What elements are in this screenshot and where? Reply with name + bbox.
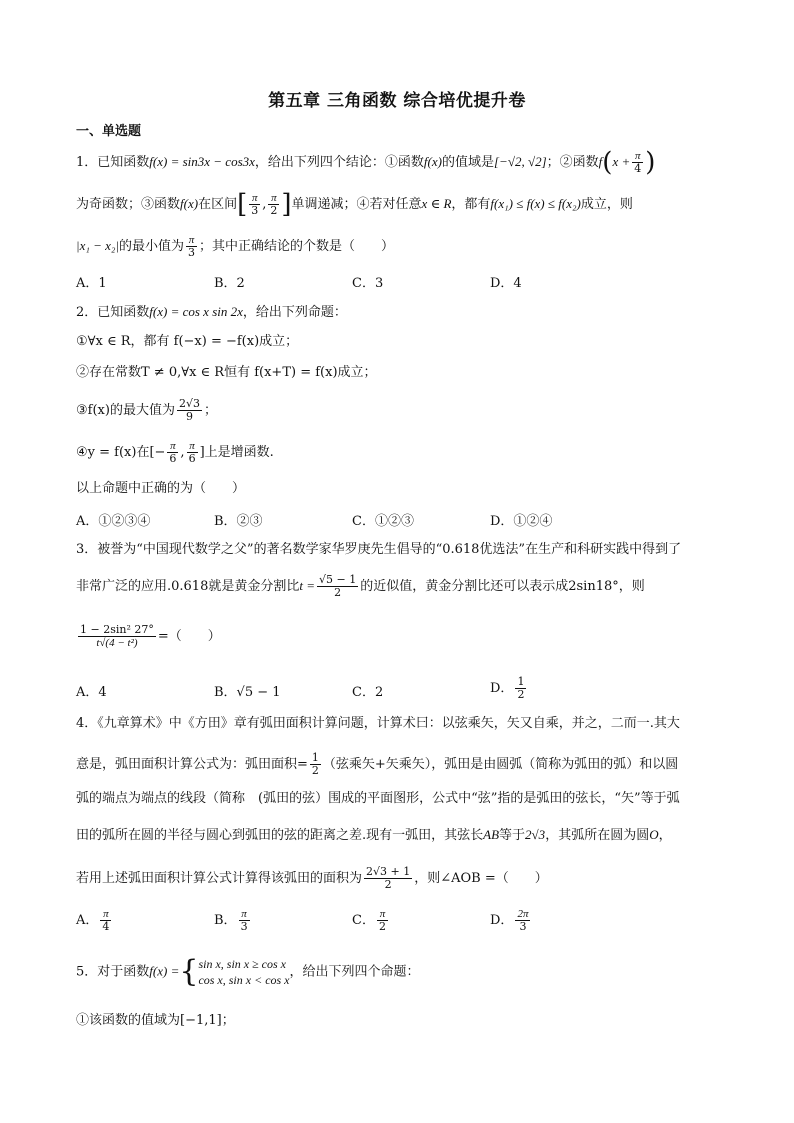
q2-proposition-3 [76,398,726,423]
q4-option-c-label: C． [352,913,375,928]
q1-range: [−√2, √2] [493,154,547,169]
q4-option-a-frac: $\frac{\pi}{4}$ [102,908,110,933]
q3-option-a[interactable]: A．4 [76,685,107,700]
q3-option-d-frac: $\frac{1}{2}$ [517,675,525,701]
q1-xr: x ∈ R [421,196,452,211]
q4-option-d-label: D． [490,913,514,928]
q2-option-c[interactable]: C．①②③ [352,514,414,529]
q1-frac-pi4: $\frac{\pi}{4}$ [634,150,642,175]
q2-frac-lo: $\frac{\pi}{6}$ [169,440,177,465]
q5-cases [198,956,289,988]
q1-line-1: 1．已知函数f(x) = sin3x − cos3x，给出下列四个结论：①函数f(x)的值域是[−√2, √2]；②函数f(x + $\frac{\pi}{4}$ ) [76,147,656,178]
q1-text: ，都有 [451,197,491,212]
q4-ab: AB [483,827,500,842]
q5-fx: f(x) = [149,963,180,979]
q4-text: ，则∠AOB =（ ） [414,871,548,886]
q1-arg: x + [612,154,631,169]
q4-option-a-label: A． [76,913,99,928]
q3-line-3 [76,624,726,649]
q4-frac-area: $\frac{2√3 + 1}{2}$ [366,865,411,891]
q1-text: ；其中正确结论的个数是（ ） [199,239,395,254]
q1-ineq: f(x₁) ≤ f(x) ≤ f(x₂) [490,196,581,211]
section-heading: 一、单选题 [76,124,142,139]
q2-frac-hi: $\frac{\pi}{6}$ [188,440,196,465]
q1-text: 为奇函数；③函数 [76,197,181,212]
q1-option-c[interactable]: C．3 [352,276,384,291]
q1-frac-pi2: $\frac{\pi}{2}$ [270,192,278,217]
q2-proposition-2: ②存在常数T ≠ 0,∀x ∈ R恒有 f(x+T) = f(x)成立； [76,365,377,380]
q3-option-b[interactable]: B．√5 − 1 [214,685,281,700]
q1-f: f [598,154,603,169]
q2-text: 2．已知函数 [76,305,150,320]
q4-text: ，其弧所在圆为圆 [545,828,650,843]
q4-line-3: 弧的端点为端点的线段（简称 (弧田的弦）围成的平面图形，公式中“弦”指的是弧田的弦长，“矢”等于弧 [76,791,680,806]
q1-text: 成立，则 [580,197,633,212]
q1-option-d[interactable]: D．4 [490,276,522,291]
q1-fx: f(x) [180,196,199,211]
q4-option-b-label: B． [214,913,237,928]
q2-function: f(x) = cos x sin 2x [149,304,243,319]
q2-text: ]上是增函数. [199,445,274,460]
q4-frac-half: $\frac{1}{2}$ [311,751,319,777]
q1-text: ，给出下列四个结论：①函数 [254,155,424,170]
q3-text: =（ ） [157,629,221,644]
q1-text: 的值域是 [441,155,494,170]
q1-abs: |x₁ − x₂| [76,238,119,253]
q3-option-d-label: D． [490,681,514,696]
q1-option-b[interactable]: B．2 [214,276,245,291]
q3-text: 非常广泛的应用.0.618就是黄金分割比 [76,579,300,594]
q2-option-a[interactable]: A．①②③④ [76,514,151,529]
q4-option-d[interactable] [490,908,532,933]
q2-text: ； [203,403,217,418]
q2-line-1 [76,303,726,322]
q1-frac-pi3: $\frac{\pi}{3}$ [251,192,259,217]
q4-option-c[interactable] [352,908,390,933]
q2-option-d[interactable]: D．①②④ [490,514,553,529]
q3-text: 的近似值，黄金分割比还可以表示成2sin18°，则 [360,579,645,594]
q4-text: 若用上述弧田面积计算公式计算得该弧田的面积为 [76,871,363,886]
q1-line-3 [76,234,726,259]
q5-proposition-1: ①该函数的值域为[−1,1]； [76,1013,235,1028]
q5-case-1: sin x, sin x ≥ cos x [198,957,287,971]
q1-line-2: 为奇函数；③函数f(x)在区间[ $\frac{\pi}{3}$ , $\frac{\pi}{2}$ ]单调递减；④若对任意x ∈ R，都有f(x₁) ≤ f(x) ≤ f(x₂)成立，则 [76,189,633,220]
q4-text: 意是，弧田面积计算公式为：弧田面积= [76,757,308,772]
q2-option-b[interactable]: B．②③ [214,514,263,529]
q5-text: ，给出下列四个命题： [289,964,420,980]
q3-t: t = [299,578,315,593]
q4-option-a[interactable] [76,908,113,933]
q4-option-d-frac: $\frac{2\pi}{3}$ [517,908,529,933]
q4-text: 田的弧所在圆的半径与圆心到弧田的弦的距离之差.现有一弧田，其弦长 [76,828,484,843]
q4-chord: 2√3 [525,827,546,842]
q2-text: ③f(x)的最大值为 [76,403,175,418]
q2-frac-max: $\frac{2√3}{9}$ [178,397,200,423]
q5-text: 5．对于函数 [76,964,150,980]
q1-text: 1．已知函数 [76,155,150,170]
q3-option-c[interactable]: C．2 [352,685,384,700]
q2-proposition-1: ①∀x ∈ R，都有 f(−x) = −f(x)成立； [76,334,299,349]
q2-text: ④y = f(x)在[− [76,445,166,460]
q4-text: ， [658,828,672,843]
q4-line-5 [76,866,726,891]
q4-line-2 [76,752,726,777]
q2-text: ，给出下列命题： [242,305,347,320]
q1-frac-min: $\frac{\pi}{3}$ [188,234,196,259]
q3-line-2 [76,574,726,599]
q1-function: f(x) = sin3x − cos3x [149,154,255,169]
q1-text: ；②函数 [546,155,599,170]
q4-text: 等于 [499,828,526,843]
q4-line-1: 4．《九章算术》中《方田》章有弧田面积计算问题，计算术曰：以弦乘矢，矢又自乘，并之，二而一.其大 [76,716,680,731]
q1-text: 在区间 [198,197,238,212]
q2-text: , [180,445,185,460]
q4-o: O [649,827,659,842]
q1-text: 的最小值为 [119,239,185,254]
q5-line-1: 5．对于函数f(x) ={ sin x, sin x ≥ cos x cos x, sin x < cos x ，给出下列四个命题： [76,954,420,989]
q3-frac-golden: $\frac{√5 - 1}{2}$ [319,573,357,599]
q1-option-a[interactable]: A．1 [76,276,107,291]
q1-fx: f(x) [423,154,442,169]
q3-line-1: 3．被誉为“中国现代数学之父”的著名数学家华罗庚先生倡导的“0.618优选法”在生产和科研实践中得到了 [76,542,682,557]
q1-text: 单调递减；④若对任意 [291,197,422,212]
page-title: 第五章 三角函数 综合培优提升卷 [268,91,526,111]
q2-proposition-4 [76,440,726,465]
q4-option-c-frac: $\frac{\pi}{2}$ [378,908,386,933]
q4-line-4 [76,826,726,845]
q5-case-2: cos x, sin x < cos x [198,973,290,987]
q4-option-b-frac: $\frac{\pi}{3}$ [240,908,248,933]
q3-frac-expr: $\frac{\text{1 − 2sin² 27°}}{\text{t√(4 − t²)}}$ [80,623,154,649]
q2-ask: 以上命题中正确的为（ ） [76,481,246,496]
q4-option-b[interactable] [214,908,252,933]
q4-text: （弦乘矢+矢乘矢），弧田是由圆弧（简称为弧田的弧）和以圆 [322,757,679,772]
q3-option-d[interactable] [490,676,528,701]
